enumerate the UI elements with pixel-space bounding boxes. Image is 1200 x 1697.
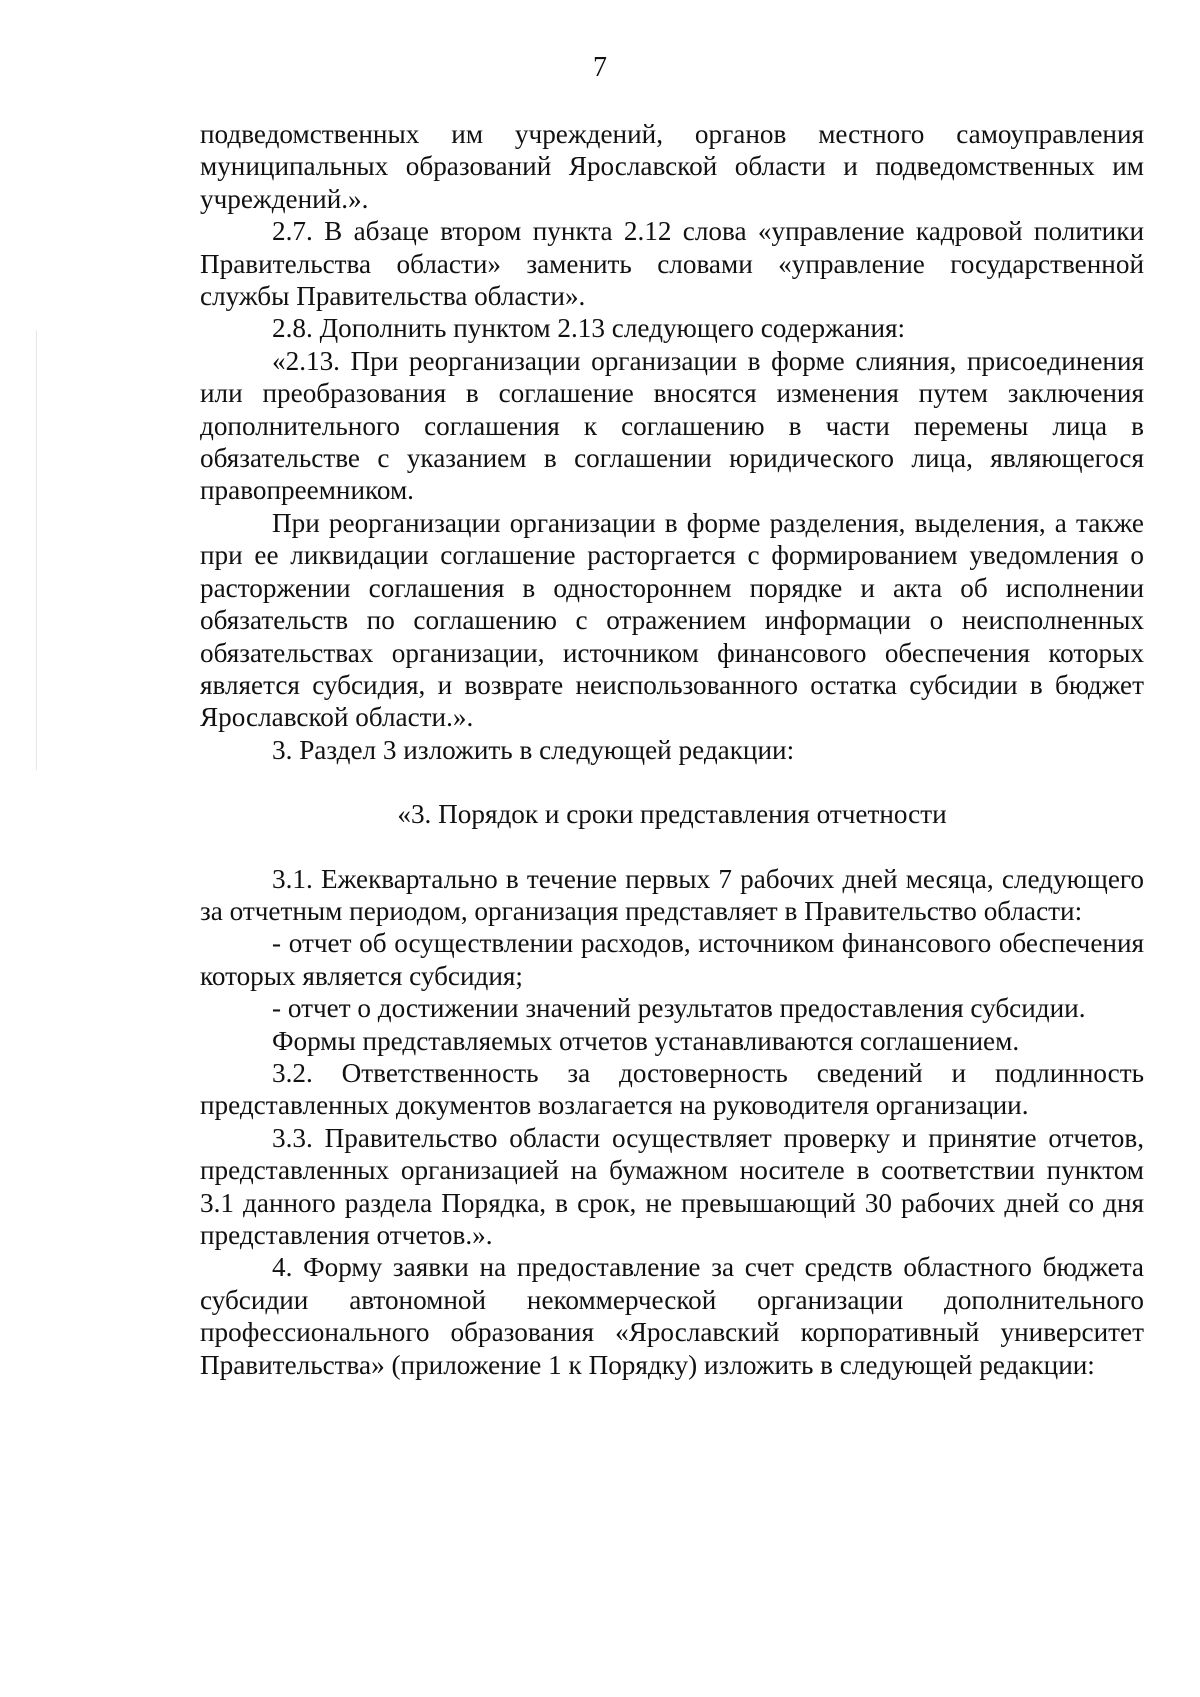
page-number: 7 (593, 52, 607, 83)
paragraph-4: 4. Форму заявки на предоставление за счет средств областного бюджета субсидии автономной некоммерческой организации дополнительного профессионального образования «Ярославский корпоративный университет Правительства» (приложение 1 к Порядку) изложить в следующей редакции: (200, 1252, 1144, 1380)
paragraph-2-7: 2.7. В абзаце втором пункта 2.12 слова «управление кадровой политики Правительства области» заменить словами «управление государственной службы Правительства области». (200, 216, 1144, 312)
paragraph-3-2: 3.2. Ответственность за достоверность сведений и подлинность представленных документов возлагается на руководителя организации. (200, 1057, 1144, 1121)
list-item-results-report: - отчет о достижении значений результатов предоставления субсидии. (272, 993, 1086, 1024)
paragraph-3: 3. Раздел 3 изложить в следующей редакции: (272, 734, 795, 765)
paragraph-2-13: «2.13. При реорганизации организации в форме слияния, присоединения или преобразования в соглашение вносятся изменения путем заключения дополнительного соглашения к соглашению в части перемены лица в обязательстве с указанием в соглашении юридического лица, являющегося правопреемником. (200, 345, 1144, 506)
document-body (200, 118, 1144, 1381)
list-item-expenses-report: - отчет об осуществлении расходов, источником финансового обеспечения которых является субсидия; (200, 928, 1144, 991)
paragraph-continuation: подведомственных им учреждений, органов местного самоуправления муниципальных образований Ярославской области и подведомственных им учреждений.». (200, 119, 1144, 214)
scan-margin-mark (36, 330, 37, 770)
paragraph-2-8: 2.8. Дополнить пунктом 2.13 следующего содержания: (272, 313, 906, 344)
section-heading: «3. Порядок и сроки представления отчетности (397, 799, 947, 830)
paragraph-reorganization: При реорганизации организации в форме разделения, выделения, а также при ее ликвидации соглашение расторгается с формированием уведомления о расторжении соглашения в одностороннем порядке и акта об исполнении обязательств по соглашению с отражением информации о неисполненных обязательствах организации, источником финансового обеспечения которых является субсидия, и возврате неиспользованного остатка субсидии в бюджет Ярославской области.». (200, 507, 1144, 733)
paragraph-3-1: 3.1. Ежеквартально в течение первых 7 рабочих дней месяца, следующего за отчетным периодом, организация представляет в Правительство области: (200, 863, 1144, 926)
paragraph-3-3: 3.3. Правительство области осуществляет проверку и принятие отчетов, представленных организацией на бумажном носителе в соответствии пунктом 3.1 данного раздела Порядка, в срок, не превышающий 30 рабочих дней со дня представления отчетов.». (200, 1122, 1144, 1250)
paragraph-report-forms: Формы представляемых отчетов устанавливаются соглашением. (272, 1025, 1020, 1056)
